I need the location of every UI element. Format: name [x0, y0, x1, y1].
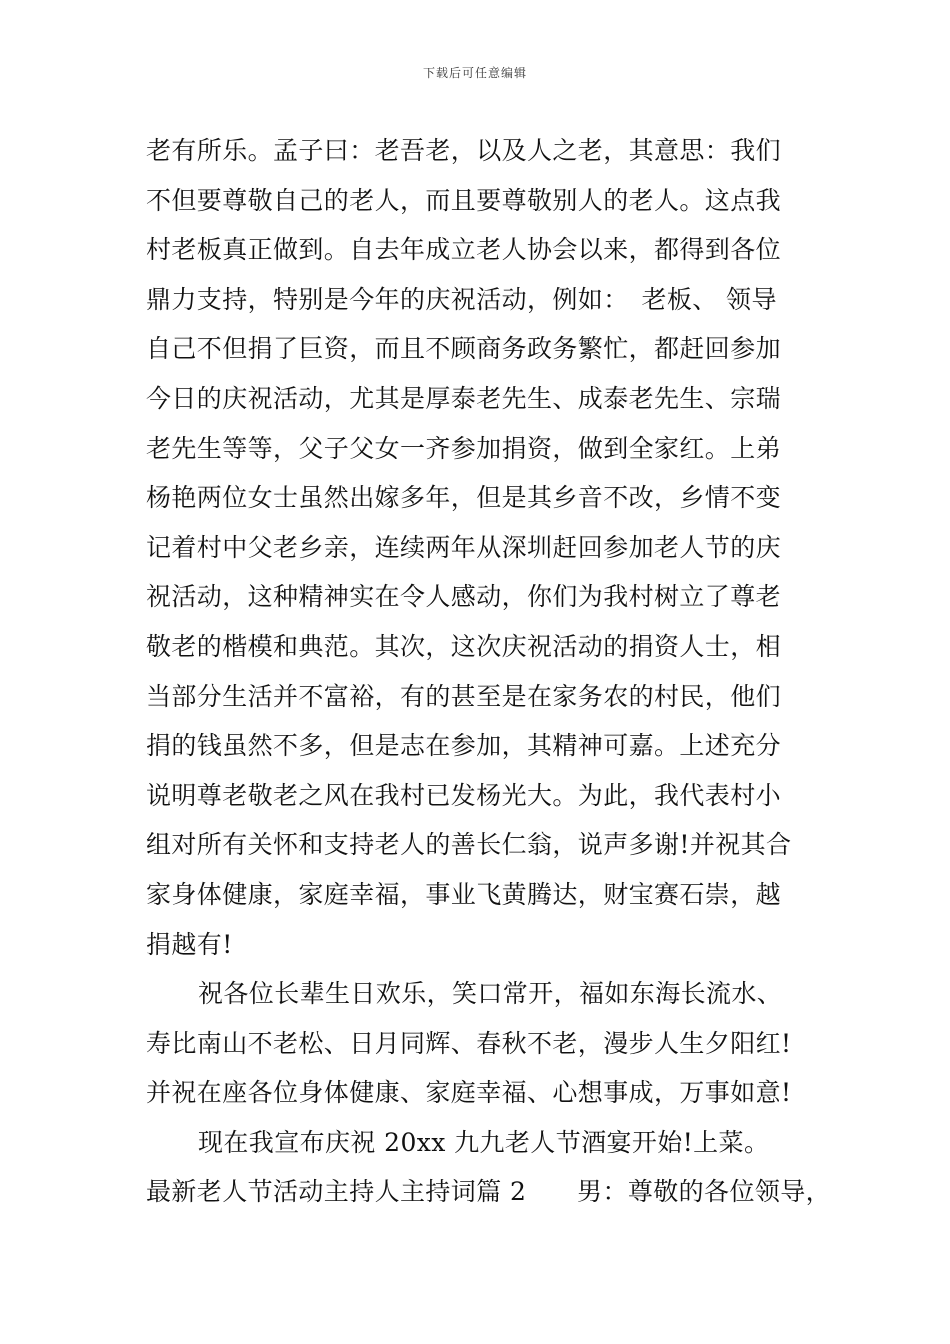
text-line: 捐越有!	[146, 929, 233, 959]
text-line: 今日的庆祝活动，尤其是厚泰老先生、成泰老先生、宗瑞	[146, 383, 782, 413]
text-line: 自己不但捐了巨资，而且不顾商务政务繁忙，都赶回参加	[146, 334, 782, 364]
text-line: 村老板真正做到。自去年成立老人协会以来，都得到各位	[146, 235, 782, 265]
text-line: 并祝在座各位身体健康、家庭幸福、心想事成，万事如意!	[146, 1078, 792, 1108]
text-line: 捐的钱虽然不多，但是志在参加，其精神可嘉。上述充分	[146, 731, 782, 761]
text-line: 记着村中父老乡亲，连续两年从深圳赶回参加老人节的庆	[146, 532, 782, 562]
text-line: 老先生等等，父子父女一齐参加捐资，做到全家红。上弟	[146, 433, 782, 463]
text-line: 鼎力支持，特别是今年的庆祝活动，例如： 老板、 领导	[146, 284, 777, 314]
text-line: 老有所乐。孟子曰：老吾老，以及人之老，其意思：我们	[146, 136, 782, 165]
text-line: 祝各位长辈生日欢乐，笑口常开，福如东海长流水、	[198, 979, 783, 1009]
text-line: 说明尊老敬老之风在我村已发杨光大。为此，我代表村小	[146, 780, 782, 810]
text-line: 寿比南山不老松、日月同辉、春秋不老，漫步人生夕阳红!	[146, 1028, 792, 1058]
text-line: 组对所有关怀和支持老人的善长仁翁，说声多谢!并祝其合	[146, 830, 792, 860]
text-line: 现在我宣布庆祝 20xx 九九老人节酒宴开始!上菜。	[198, 1127, 770, 1157]
download-note: 下载后可任意编辑	[422, 66, 527, 80]
text-line: 敬老的楷模和典范。其次，这次庆祝活动的捐资人士，相	[146, 631, 782, 661]
text-line: 当部分生活并不富裕，有的甚至是在家务农的村民，他们	[146, 681, 782, 711]
text-line: 家身体健康，家庭幸福，事业飞黄腾达，财宝赛石崇，越	[146, 879, 782, 909]
text-line: 祝活动，这种精神实在令人感动，你们为我村树立了尊老	[146, 582, 782, 612]
document-body	[146, 126, 836, 1217]
text-line: 最新老人节活动主持人主持词篇 2 男：尊敬的各位领导，	[146, 1177, 832, 1207]
text-line: 杨艳两位女士虽然出嫁多年，但是其乡音不改，乡情不变	[146, 483, 782, 513]
text-line: 不但要尊敬自己的老人，而且要尊敬别人的老人。这点我	[146, 185, 782, 215]
